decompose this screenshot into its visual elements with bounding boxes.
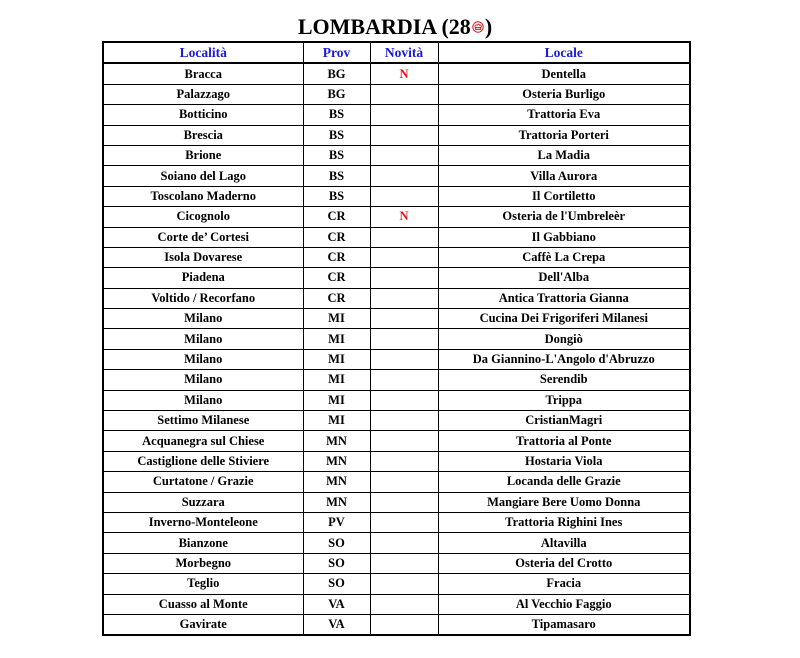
cell-locale: Dentella [438, 63, 690, 84]
cell-locale: La Madia [438, 145, 690, 165]
table-body [103, 63, 690, 635]
table-row [103, 247, 690, 267]
cell-locale: Trippa [438, 390, 690, 410]
table-row [103, 553, 690, 573]
cell-localita: Corte de’ Cortesi [103, 227, 303, 247]
cell-localita: Toscolano Maderno [103, 186, 303, 206]
table-row [103, 411, 690, 431]
cell-localita: Teglio [103, 574, 303, 594]
table-row [103, 451, 690, 471]
cell-localita: Milano [103, 370, 303, 390]
cell-localita: Castiglione delle Stiviere [103, 451, 303, 471]
cell-novita [370, 390, 438, 410]
table-row [103, 431, 690, 451]
table-row [103, 145, 690, 165]
cell-novita [370, 186, 438, 206]
table-row [103, 349, 690, 369]
cell-novita [370, 451, 438, 471]
cell-localita: Piadena [103, 268, 303, 288]
cell-locale: Trattoria Porteri [438, 125, 690, 145]
cell-novita [370, 614, 438, 635]
table-header-row [103, 42, 690, 63]
cell-novita [370, 553, 438, 573]
table-row [103, 512, 690, 532]
cell-localita: Brione [103, 145, 303, 165]
table-row [103, 309, 690, 329]
cell-novita [370, 166, 438, 186]
table-row [103, 207, 690, 227]
cell-prov: VA [303, 614, 370, 635]
table-row [103, 472, 690, 492]
cell-locale: Osteria del Crotto [438, 553, 690, 573]
title-text: LOMBARDIA (28 [297, 14, 471, 39]
cell-localita: Milano [103, 309, 303, 329]
cell-localita: Bianzone [103, 533, 303, 553]
cell-prov: SO [303, 553, 370, 573]
cell-locale: Trattoria Eva [438, 105, 690, 125]
cell-novita [370, 594, 438, 614]
cell-localita: Voltido / Recorfano [103, 288, 303, 308]
cell-prov: BS [303, 186, 370, 206]
cell-novita [370, 329, 438, 349]
cell-localita: Isola Dovarese [103, 247, 303, 267]
cell-localita: Acquanegra sul Chiese [103, 431, 303, 451]
cell-locale: CristianMagri [438, 411, 690, 431]
cell-localita: Morbegno [103, 553, 303, 573]
cell-localita: Gavirate [103, 614, 303, 635]
cell-localita: Milano [103, 349, 303, 369]
page-title [0, 12, 790, 42]
cell-novita [370, 492, 438, 512]
cell-novita [370, 370, 438, 390]
table-row [103, 125, 690, 145]
cell-locale: Dongiò [438, 329, 690, 349]
cell-locale: Osteria de l'Umbreleèr [438, 207, 690, 227]
cell-localita: Milano [103, 329, 303, 349]
cell-locale: Antica Trattoria Gianna [438, 288, 690, 308]
table-row [103, 574, 690, 594]
cell-prov: MN [303, 451, 370, 471]
cell-localita: Suzzara [103, 492, 303, 512]
cell-prov: MI [303, 309, 370, 329]
cell-prov: SO [303, 533, 370, 553]
cell-prov: VA [303, 594, 370, 614]
table-row [103, 268, 690, 288]
cell-prov: CR [303, 288, 370, 308]
cell-locale: Da Giannino-L'Angolo d'Abruzzo [438, 349, 690, 369]
cell-prov: BS [303, 145, 370, 165]
cell-locale: Osteria Burligo [438, 84, 690, 104]
cell-localita: Soiano del Lago [103, 166, 303, 186]
cell-localita: Cicognolo [103, 207, 303, 227]
cell-prov: MN [303, 431, 370, 451]
cell-localita: Brescia [103, 125, 303, 145]
header-novita: Novità [370, 42, 438, 63]
cell-prov: MI [303, 411, 370, 431]
cell-novita: N [370, 63, 438, 84]
cell-localita: Bracca [103, 63, 303, 84]
table-row [103, 227, 690, 247]
cell-prov: CR [303, 268, 370, 288]
table-row [103, 614, 690, 635]
cell-novita [370, 512, 438, 532]
cell-locale: Fracia [438, 574, 690, 594]
cell-locale: Hostaria Viola [438, 451, 690, 471]
cell-localita: Curtatone / Grazie [103, 472, 303, 492]
cell-locale: Mangiare Bere Uomo Donna [438, 492, 690, 512]
cell-localita: Inverno-Monteleone [103, 512, 303, 532]
cell-prov: CR [303, 227, 370, 247]
cell-prov: BS [303, 166, 370, 186]
cell-prov: PV [303, 512, 370, 532]
cell-locale: Villa Aurora [438, 166, 690, 186]
cell-locale: Altavilla [438, 533, 690, 553]
header-locale: Locale [438, 42, 690, 63]
cell-novita [370, 349, 438, 369]
cell-novita [370, 125, 438, 145]
cell-novita [370, 227, 438, 247]
cell-prov: SO [303, 574, 370, 594]
cell-novita [370, 309, 438, 329]
cell-locale: Al Vecchio Faggio [438, 594, 690, 614]
cell-prov: CR [303, 207, 370, 227]
cell-prov: BG [303, 84, 370, 104]
cell-novita [370, 411, 438, 431]
cell-locale: Il Gabbiano [438, 227, 690, 247]
cell-locale: Trattoria al Ponte [438, 431, 690, 451]
cell-localita: Settimo Milanese [103, 411, 303, 431]
cell-localita: Milano [103, 390, 303, 410]
table-row [103, 390, 690, 410]
cell-prov: MN [303, 472, 370, 492]
cell-locale: Trattoria Righini Ines [438, 512, 690, 532]
chef-hat-icon [472, 21, 484, 33]
cell-novita [370, 472, 438, 492]
table-row [103, 288, 690, 308]
table-row [103, 105, 690, 125]
table-row [103, 166, 690, 186]
header-localita: Località [103, 42, 303, 63]
cell-locale: Dell'Alba [438, 268, 690, 288]
cell-prov: MN [303, 492, 370, 512]
table-row [103, 370, 690, 390]
cell-locale: Serendib [438, 370, 690, 390]
cell-prov: BS [303, 105, 370, 125]
cell-novita [370, 574, 438, 594]
cell-prov: BS [303, 125, 370, 145]
cell-novita [370, 247, 438, 267]
table-row [103, 186, 690, 206]
cell-novita [370, 288, 438, 308]
table-row [103, 84, 690, 104]
cell-novita: N [370, 207, 438, 227]
cell-novita [370, 105, 438, 125]
cell-prov: MI [303, 370, 370, 390]
cell-localita: Botticino [103, 105, 303, 125]
table-row [103, 63, 690, 84]
cell-locale: Caffè La Crepa [438, 247, 690, 267]
restaurants-table [102, 41, 691, 636]
cell-prov: CR [303, 247, 370, 267]
cell-localita: Cuasso al Monte [103, 594, 303, 614]
table-row [103, 533, 690, 553]
header-prov: Prov [303, 42, 370, 63]
cell-prov: MI [303, 349, 370, 369]
cell-locale: Tipamasaro [438, 614, 690, 635]
cell-locale: Locanda delle Grazie [438, 472, 690, 492]
cell-novita [370, 533, 438, 553]
cell-prov: MI [303, 390, 370, 410]
cell-novita [370, 84, 438, 104]
title-suffix: ) [484, 14, 493, 39]
cell-novita [370, 268, 438, 288]
cell-novita [370, 431, 438, 451]
cell-localita: Palazzago [103, 84, 303, 104]
table-row [103, 594, 690, 614]
table-row [103, 492, 690, 512]
cell-prov: BG [303, 63, 370, 84]
table-row [103, 329, 690, 349]
cell-locale: Il Cortiletto [438, 186, 690, 206]
cell-novita [370, 145, 438, 165]
cell-locale: Cucina Dei Frigoriferi Milanesi [438, 309, 690, 329]
cell-prov: MI [303, 329, 370, 349]
